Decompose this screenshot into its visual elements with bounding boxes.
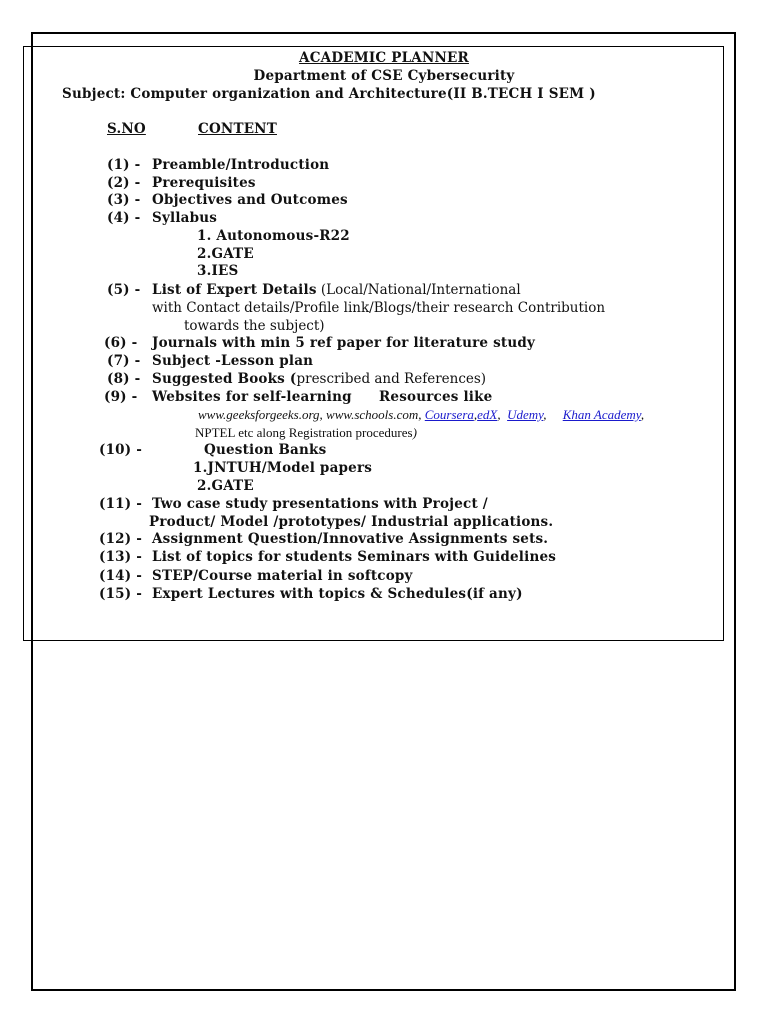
item-seminars: List of topics for students Seminars with Guidelines — [152, 549, 557, 565]
item-question-banks: Question Banks — [204, 442, 327, 458]
item-websites: Websites for self-learning — [152, 389, 352, 405]
department-line: Department of CSE Cybersecurity — [253, 68, 515, 84]
column-header-sno: S.NO — [107, 121, 146, 137]
item-expert-lectures: Expert Lectures with topics & Schedules(if any) — [152, 586, 523, 602]
websites-list: www.geeksforgeeks.org, www.schools.com, Coursera,edX, Udemy, Khan Academy, — [198, 407, 645, 422]
websites-plain-text: www.geeksforgeeks.org, www.schools.com, — [198, 407, 422, 422]
item-number: (13) - — [99, 549, 143, 565]
item-number: (1) - — [107, 157, 141, 173]
item-number: (8) - — [107, 371, 141, 387]
edx-link[interactable]: edX — [477, 407, 498, 422]
item-number: (3) - — [107, 192, 141, 208]
question-bank-sub-item: 1.JNTUH/Model papers — [193, 460, 373, 476]
item-number: (6) - — [104, 335, 138, 351]
udemy-link[interactable]: Udemy — [507, 407, 544, 422]
item-number: (9) - — [104, 389, 138, 405]
item-syllabus: Syllabus — [152, 210, 218, 226]
item-objectives: Objectives and Outcomes — [152, 192, 348, 208]
column-header-content: CONTENT — [198, 121, 277, 137]
syllabus-sub-item: 1. Autonomous-R22 — [197, 228, 350, 244]
subject-line: Subject: Computer organization and Architecture(II B.TECH I SEM ) — [62, 86, 596, 102]
item-course-material: STEP/Course material in softcopy — [152, 568, 413, 584]
khan-academy-link[interactable]: Khan Academy — [562, 407, 641, 422]
item-case-study-line2: Product/ Model /prototypes/ Industrial applications. — [149, 514, 554, 530]
item-expert-details: List of Expert Details (Local/National/International — [152, 282, 521, 298]
question-bank-sub-item: 2.GATE — [197, 478, 254, 494]
item-number: (10) - — [99, 442, 143, 458]
coursera-link[interactable]: Coursera — [424, 407, 474, 422]
item-number: (5) - — [107, 282, 141, 298]
item-number: (12) - — [99, 531, 143, 547]
item-number: (7) - — [107, 353, 141, 369]
item-number: (2) - — [107, 175, 141, 191]
syllabus-sub-item: 3.IES — [197, 263, 239, 279]
item-lesson-plan: Subject -Lesson plan — [152, 353, 314, 369]
item-suggested-books: Suggested Books (prescribed and References) — [152, 371, 487, 387]
item-expert-details-line2: with Contact details/Profile link/Blogs/their research Contribution — [152, 300, 606, 316]
item-preamble: Preamble/Introduction — [152, 157, 330, 173]
planner-title: ACADEMIC PLANNER — [299, 50, 469, 66]
item-websites-resources: Resources like — [379, 389, 493, 405]
item-assignments: Assignment Question/Innovative Assignments sets. — [152, 531, 549, 547]
websites-registration-line: NPTEL etc along Registration procedures) — [195, 425, 417, 440]
item-expert-details-line3: towards the subject) — [184, 318, 325, 334]
item-prerequisites: Prerequisites — [152, 175, 256, 191]
item-case-study: Two case study presentations with Project / — [152, 496, 488, 512]
item-number: (14) - — [99, 568, 143, 584]
item-number: (11) - — [99, 496, 143, 512]
item-journals: Journals with min 5 ref paper for literature study — [152, 335, 536, 351]
item-number: (15) - — [99, 586, 143, 602]
syllabus-sub-item: 2.GATE — [197, 246, 254, 262]
item-number: (4) - — [107, 210, 141, 226]
